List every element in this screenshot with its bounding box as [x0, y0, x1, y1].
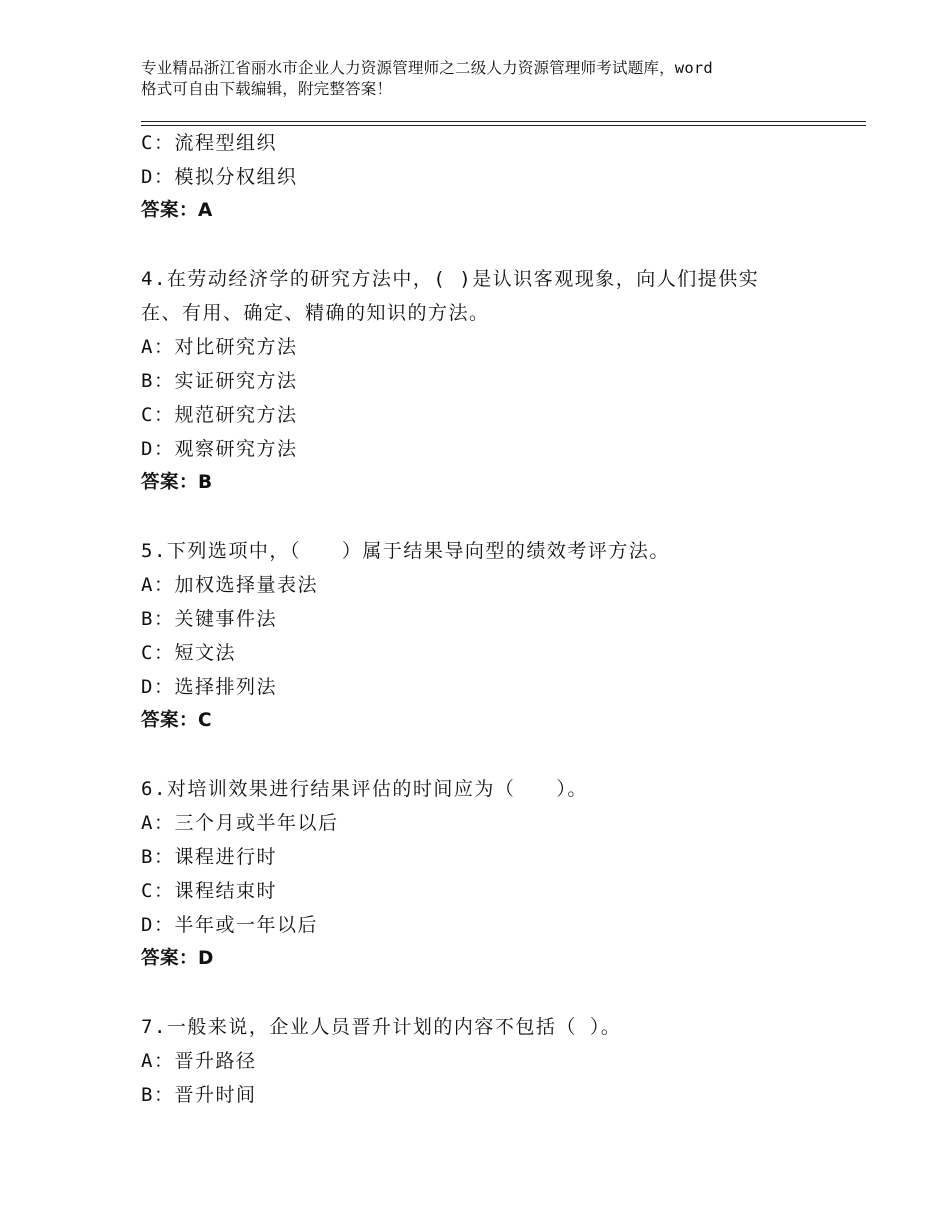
option-d: D：半年或一年以后	[141, 914, 318, 936]
question-4	[141, 262, 841, 500]
option-c: C：流程型组织	[141, 132, 277, 154]
spacer	[141, 500, 841, 534]
answer: 答案：A	[141, 200, 213, 221]
option-a: A：加权选择量表法	[141, 574, 318, 596]
option-d: D：选择排列法	[141, 676, 277, 698]
question-stem: 5.下列选项中，（ ）属于结果导向型的绩效考评方法。	[141, 540, 670, 562]
header-line-2: 格式可自由下载编辑，附完整答案！	[141, 80, 393, 98]
spacer	[141, 228, 841, 262]
question-6	[141, 772, 841, 976]
option-b: B：晋升时间	[141, 1084, 257, 1106]
answer: 答案：C	[141, 710, 213, 731]
option-c: C：课程结束时	[141, 880, 277, 902]
option-b: B：实证研究方法	[141, 370, 298, 392]
option-b: B：课程进行时	[141, 846, 277, 868]
question-stem: 7.一般来说，企业人员晋升计划的内容不包括（ ）。	[141, 1016, 622, 1038]
answer: 答案：B	[141, 472, 213, 493]
document-header	[141, 58, 831, 100]
spacer	[141, 976, 841, 1010]
header-rule-top	[141, 121, 866, 122]
question-5	[141, 534, 841, 738]
question-stem: 6.对培训效果进行结果评估的时间应为（ ）。	[141, 778, 588, 800]
question-list	[141, 126, 841, 1112]
option-d: D：观察研究方法	[141, 438, 298, 460]
question-3-tail	[141, 126, 841, 228]
option-a: A：晋升路径	[141, 1050, 257, 1072]
option-a: A：对比研究方法	[141, 336, 298, 358]
option-c: C：短文法	[141, 642, 236, 664]
question-stem-continued: 在、有用、确定、精确的知识的方法。	[141, 302, 490, 324]
option-a: A：三个月或半年以后	[141, 812, 339, 834]
question-7	[141, 1010, 841, 1112]
question-stem: 4.在劳动经济学的研究方法中，( )是认识客观现象，向人们提供实	[141, 268, 760, 290]
option-c: C：规范研究方法	[141, 404, 298, 426]
option-d: D：模拟分权组织	[141, 166, 298, 188]
answer: 答案：D	[141, 948, 214, 969]
option-b: B：关键事件法	[141, 608, 277, 630]
spacer	[141, 738, 841, 772]
header-line-1: 专业精品浙江省丽水市企业人力资源管理师之二级人力资源管理师考试题库，word	[141, 59, 713, 77]
